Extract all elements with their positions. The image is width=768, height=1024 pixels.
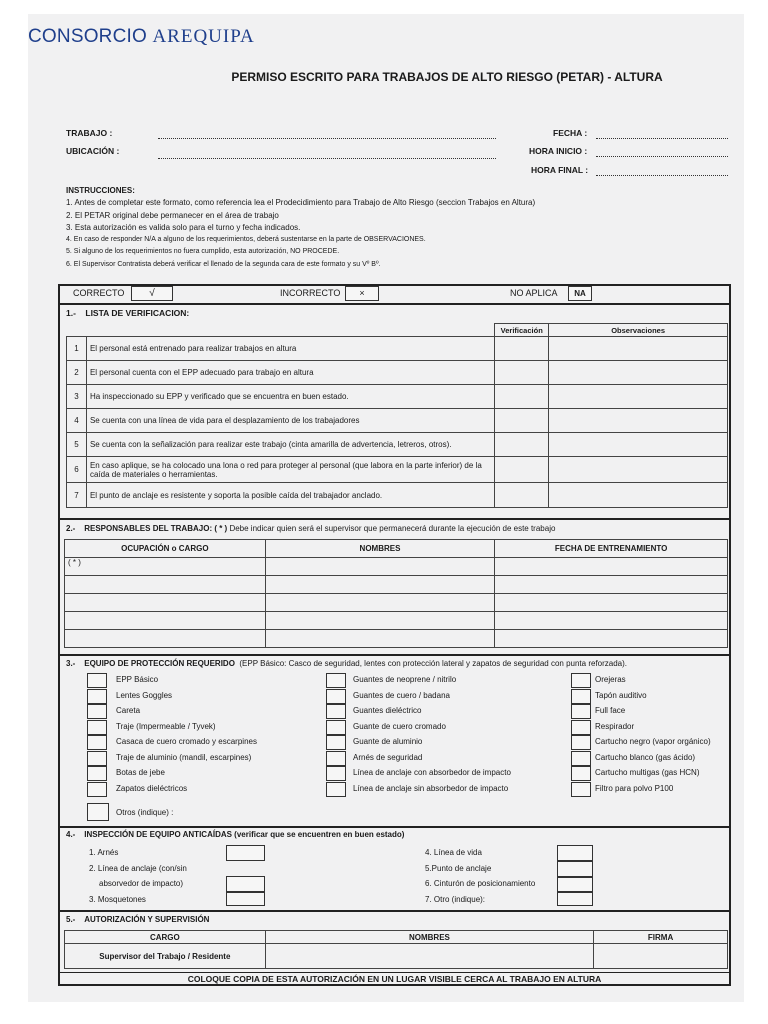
- inspection-item: 3. Mosquetones: [89, 895, 146, 904]
- epp-item: Respirador: [595, 721, 635, 731]
- company-logo: [28, 26, 255, 48]
- verificacion-cell[interactable]: [495, 385, 549, 409]
- observaciones-cell[interactable]: [549, 483, 728, 508]
- inspection-item: 7. Otro (indique):: [425, 895, 486, 904]
- epp-checkbox[interactable]: [326, 766, 346, 781]
- inspection-box[interactable]: [557, 845, 593, 861]
- epp-item: Cartucho negro (vapor orgánico): [595, 737, 711, 746]
- epp-checkbox[interactable]: [87, 782, 107, 797]
- epp-item: Traje de aluminio (mandil, escarpines): [116, 752, 252, 762]
- epp-item: Full face: [595, 706, 626, 715]
- epp-checkbox[interactable]: [571, 704, 591, 719]
- epp-item: Guante de cuero cromado: [353, 721, 446, 731]
- nombres-cell[interactable]: [265, 594, 495, 612]
- legend-no-aplica: NO APLICA: [510, 288, 558, 298]
- epp-item: Filtro para polvo P100: [595, 783, 674, 793]
- section3-title: EQUIPO DE PROTECCIÓN REQUERIDO: [84, 659, 235, 668]
- divider: [60, 303, 729, 305]
- instruction-item: 5. Si alguno de los requerimientos no fuera cumplido, esta autorización, NO PROCEDE.: [66, 248, 340, 256]
- nombres-cell[interactable]: [265, 944, 593, 969]
- epp-item: Cartucho blanco (gas ácido): [595, 752, 696, 762]
- ubicacion-label: UBICACIÓN :: [66, 146, 120, 156]
- instruction-item: 3. Esta autorización es valida solo para el turno y fecha indicados.: [66, 222, 301, 232]
- epp-item: Línea de anclaje sin absorbedor de impacto: [353, 783, 509, 793]
- epp-checkbox[interactable]: [571, 673, 591, 688]
- section3-note: (EPP Básico: Casco de seguridad, lentes con protección lateral y zapatos de seguridad con punta reforzada).: [239, 659, 628, 668]
- legend-correcto: CORRECTO: [73, 288, 125, 298]
- section5-title: AUTORIZACIÓN Y SUPERVISIÓN: [84, 915, 210, 924]
- checklist-item: En caso aplique, se ha colocado una lona o red para proteger al personal (que labora en la parte inferior) de la caída de materiales o herramientas.: [86, 457, 494, 483]
- epp-checkbox[interactable]: [87, 673, 107, 688]
- observaciones-cell[interactable]: [549, 361, 728, 385]
- epp-item: Zapatos dieléctricos: [116, 783, 188, 793]
- form-title: PERMISO ESCRITO PARA TRABAJOS DE ALTO RIESGO (PETAR) - ALTURA: [231, 70, 663, 84]
- section2-number: 2.-: [66, 524, 76, 533]
- epp-checkbox[interactable]: [571, 735, 591, 750]
- epp-item: Tapón auditivo: [595, 690, 647, 700]
- divider: [60, 826, 729, 828]
- instruction-item: 6. El Supervisor Contratista deberá verificar el llenado de la segunda cara de este formato y su Vº Bº.: [66, 260, 381, 268]
- observaciones-cell[interactable]: [549, 457, 728, 483]
- section5-heading: [66, 915, 209, 924]
- col-cargo: CARGO: [65, 931, 266, 944]
- col-observaciones: Observaciones: [549, 324, 728, 337]
- epp-checkbox[interactable]: [326, 704, 346, 719]
- fecha-field[interactable]: [596, 138, 728, 139]
- instruction-item: 4. En caso de responder N/A a alguno de los requerimientos, deberá sustentarse en la parte de OBSERVACIONES.: [66, 236, 426, 244]
- fecha-cell[interactable]: [495, 630, 728, 648]
- epp-item: Guante de aluminio: [353, 737, 423, 746]
- hora-inicio-label: HORA INICIO :: [529, 146, 588, 156]
- cargo-cell: Supervisor del Trabajo / Residente: [65, 944, 266, 969]
- checklist-item: Se cuenta con la señalización para realizar este trabajo (cinta amarilla de advertencia, letreros, otros).: [86, 433, 494, 457]
- epp-checkbox[interactable]: [571, 720, 591, 735]
- epp-checkbox[interactable]: [326, 673, 346, 688]
- section5-number: 5.-: [66, 915, 76, 924]
- row-number: 5: [67, 433, 87, 457]
- inspection-box[interactable]: [226, 845, 265, 861]
- autorizacion-table: [64, 930, 728, 969]
- legend-correcto-box: √: [131, 286, 173, 301]
- firma-cell[interactable]: [594, 944, 728, 969]
- verificacion-cell[interactable]: [495, 433, 549, 457]
- col-verificacion: Verificación: [495, 324, 549, 337]
- epp-item: Guantes de cuero / badana: [353, 690, 450, 700]
- row-number: 1: [67, 337, 87, 361]
- section1-heading: [66, 308, 189, 318]
- row-number: 7: [67, 483, 87, 508]
- epp-checkbox[interactable]: [326, 782, 346, 797]
- section2-heading: [66, 524, 555, 533]
- section3-number: 3.-: [66, 659, 76, 668]
- footer-note: COLOQUE COPIA DE ESTA AUTORIZACIÓN EN UN LUGAR VISIBLE CERCA AL TRABAJO EN ALTURA: [60, 972, 729, 986]
- epp-checkbox[interactable]: [87, 766, 107, 781]
- checklist-item: Ha inspeccionado su EPP y verificado que se encuentra en buen estado.: [86, 385, 494, 409]
- blank-cell: [86, 324, 494, 337]
- section1-title: LISTA DE VERIFICACION:: [85, 308, 190, 318]
- section2-note: Debe indicar quien será el supervisor que permanecerá durante la ejecución de este trabajo: [227, 524, 556, 533]
- ocupacion-cell[interactable]: [65, 630, 266, 648]
- epp-checkbox[interactable]: [87, 720, 107, 735]
- ocupacion-cell[interactable]: ( * ): [65, 558, 266, 576]
- section1-number: 1.-: [66, 308, 76, 318]
- epp-checkbox[interactable]: [326, 720, 346, 735]
- epp-item: Lentes Goggles: [116, 690, 173, 700]
- section2-title: RESPONSABLES DEL TRABAJO: ( * ): [84, 524, 228, 533]
- responsables-table: [64, 539, 728, 648]
- hora-final-field[interactable]: [596, 175, 728, 176]
- inspection-box[interactable]: [557, 877, 593, 892]
- company-name-part1: CONSORCIO: [28, 26, 153, 47]
- legend-no-aplica-box: NA: [568, 286, 592, 301]
- inspection-box[interactable]: [557, 861, 593, 877]
- inspection-item: absorvedor de impacto): [99, 879, 184, 888]
- hora-inicio-field[interactable]: [596, 156, 728, 157]
- inspection-item: 6. Cinturón de posicionamiento: [425, 879, 536, 888]
- epp-checkbox[interactable]: [326, 735, 346, 750]
- col-fecha-entrenamiento: FECHA DE ENTRENAMIENTO: [495, 540, 728, 558]
- otros-checkbox[interactable]: [87, 803, 109, 821]
- epp-checkbox[interactable]: [87, 751, 107, 766]
- fecha-cell[interactable]: [495, 612, 728, 630]
- section4-title: INSPECCIÓN DE EQUIPO ANTICAÍDAS (verificar que se encuentren en buen estado): [84, 830, 405, 839]
- epp-checkbox[interactable]: [87, 689, 107, 704]
- nombres-cell[interactable]: [265, 612, 495, 630]
- inspection-item: 5.Punto de anclaje: [425, 864, 492, 873]
- col-nombres: NOMBRES: [265, 540, 495, 558]
- trabajo-field[interactable]: [158, 138, 496, 139]
- instructions-heading: INSTRUCCIONES:: [66, 186, 135, 195]
- epp-item: Botas de jebe: [116, 768, 165, 777]
- inspection-item: 4. Línea de vida: [425, 848, 482, 857]
- nombres-cell[interactable]: [265, 576, 495, 594]
- ocupacion-cell[interactable]: [65, 612, 266, 630]
- instruction-item: 2. El PETAR original debe permanecer en el área de trabajo: [66, 210, 279, 220]
- instruction-item: 1. Antes de completar este formato, como referencia lea el Prodecidimiento para Trabajo de Alto Riesgo (seccion Trabajos en Altura): [66, 198, 536, 208]
- verificacion-cell[interactable]: [495, 337, 549, 361]
- epp-item: Traje (Impermeable / Tyvek): [116, 721, 216, 731]
- observaciones-cell[interactable]: [549, 385, 728, 409]
- row-number: 2: [67, 361, 87, 385]
- epp-item: Casaca de cuero cromado y escarpines: [116, 737, 257, 746]
- blank-cell: [67, 324, 87, 337]
- checklist-item: El personal está entrenado para realizar trabajos en altura: [86, 337, 494, 361]
- divider: [60, 654, 729, 656]
- checklist-table: [66, 323, 728, 508]
- epp-item: Guantes dieléctrico: [353, 706, 422, 715]
- legend-incorrecto: INCORRECTO: [280, 288, 341, 298]
- row-number: 6: [67, 457, 87, 483]
- epp-item: EPP Básico: [116, 675, 159, 684]
- epp-item: Orejeras: [595, 675, 626, 684]
- epp-item: Arnés de seguridad: [353, 752, 423, 762]
- hora-final-label: HORA FINAL :: [531, 165, 589, 175]
- company-name-part2: AREQUIPA: [152, 26, 255, 47]
- ocupacion-cell[interactable]: [65, 576, 266, 594]
- checklist-item: Se cuenta con una línea de vida para el desplazamiento de los trabajadores: [86, 409, 494, 433]
- verificacion-cell[interactable]: [495, 483, 549, 508]
- inspection-box[interactable]: [226, 892, 265, 906]
- epp-item: Guantes de neoprene / nitrilo: [353, 675, 457, 684]
- epp-item: Careta: [116, 706, 141, 715]
- ubicacion-field[interactable]: [158, 158, 496, 159]
- nombres-cell[interactable]: [265, 630, 495, 648]
- row-number: 4: [67, 409, 87, 433]
- divider: [60, 518, 729, 520]
- inspection-item: 2. Línea de anclaje (con/sin: [89, 864, 187, 873]
- epp-item: Línea de anclaje con absorbedor de impacto: [353, 768, 511, 777]
- verificacion-cell[interactable]: [495, 361, 549, 385]
- epp-item: Cartucho multigas (gas HCN): [595, 768, 700, 777]
- observaciones-cell[interactable]: [549, 433, 728, 457]
- inspection-box[interactable]: [226, 876, 265, 892]
- col-nombres: NOMBRES: [265, 931, 593, 944]
- instructions: [66, 185, 535, 271]
- fecha-label: FECHA :: [553, 128, 588, 138]
- epp-checkbox[interactable]: [571, 751, 591, 766]
- col-firma: FIRMA: [594, 931, 728, 944]
- checklist-item: El personal cuenta con el EPP adecuado para trabajo en altura: [86, 361, 494, 385]
- epp-checkbox[interactable]: [571, 766, 591, 781]
- trabajo-label: TRABAJO :: [66, 128, 113, 138]
- observaciones-cell[interactable]: [549, 409, 728, 433]
- verificacion-cell[interactable]: [495, 409, 549, 433]
- nombres-cell[interactable]: [265, 558, 495, 576]
- ocupacion-cell[interactable]: [65, 594, 266, 612]
- divider: [60, 910, 729, 912]
- checklist-item: El punto de anclaje es resistente y soporta la posible caída del trabajador anclado.: [86, 483, 494, 508]
- section4-number: 4.-: [66, 830, 76, 839]
- epp-checkbox[interactable]: [571, 689, 591, 704]
- epp-checkbox[interactable]: [571, 782, 591, 797]
- row-number: 3: [67, 385, 87, 409]
- otros-label: Otros (indique) :: [116, 808, 174, 817]
- fecha-cell[interactable]: [495, 558, 728, 576]
- verificacion-cell[interactable]: [495, 457, 549, 483]
- epp-checkbox[interactable]: [326, 751, 346, 766]
- observaciones-cell[interactable]: [549, 337, 728, 361]
- epp-checkbox[interactable]: [326, 689, 346, 704]
- fecha-cell[interactable]: [495, 594, 728, 612]
- inspection-item: 1. Arnés: [89, 848, 119, 857]
- section3-heading: [66, 659, 627, 668]
- epp-checkbox[interactable]: [87, 704, 107, 719]
- inspection-box[interactable]: [557, 892, 593, 906]
- fecha-cell[interactable]: [495, 576, 728, 594]
- section4-heading: [66, 830, 404, 839]
- col-ocupacion: OCUPACIÓN o CARGO: [65, 540, 266, 558]
- epp-checkbox[interactable]: [87, 735, 107, 750]
- legend-incorrecto-box: ×: [345, 286, 379, 301]
